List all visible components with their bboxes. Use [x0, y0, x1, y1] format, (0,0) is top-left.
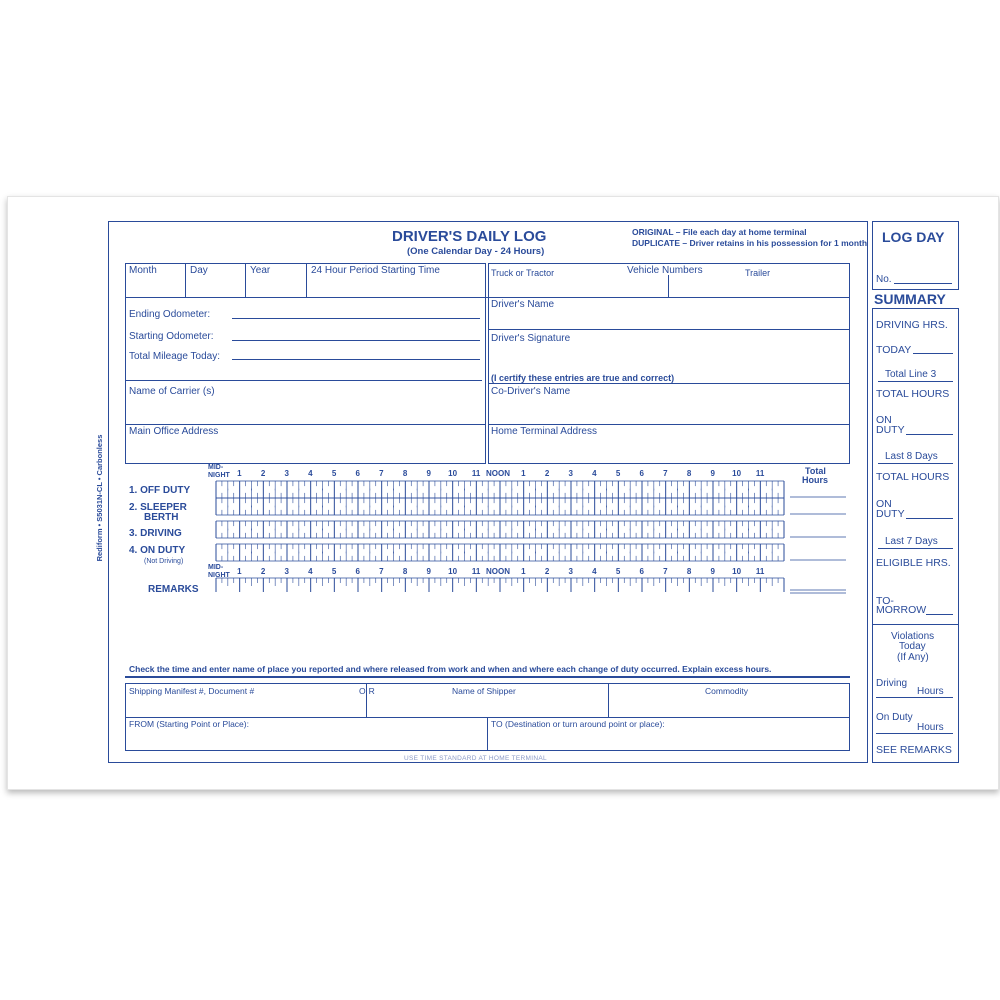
midnight-text-b: NIGHT [208, 472, 230, 479]
drivers-name-label: Driver's Name [491, 299, 555, 310]
midnight-text-d: NIGHT [208, 572, 230, 579]
hour-label-bottom: 9 [710, 567, 715, 576]
summary-driving-line[interactable] [876, 697, 953, 698]
summary-eligible: ELIGIBLE HRS. [876, 557, 951, 569]
summary-tomorrow-line[interactable] [926, 614, 953, 615]
divider [878, 381, 953, 382]
summary-last8: Last 8 Days [885, 451, 938, 462]
row-on-duty-label: 4. ON DUTY [129, 545, 186, 556]
shipper-label: Name of Shipper [452, 686, 516, 696]
hour-label-top: 8 [402, 469, 408, 478]
hour-label-top: 7 [663, 469, 668, 478]
hour-label-top: 2 [544, 469, 550, 478]
form-side-label: Rediform • S5031N-CL • Carbonless [95, 434, 104, 562]
month-label: Month [129, 265, 157, 276]
drivers-signature-label: Driver's Signature [491, 333, 571, 344]
log-day-no-label: No. [876, 274, 892, 285]
hour-label-bottom: 8 [686, 567, 692, 576]
hour-label-top: 11 [471, 469, 481, 478]
hour-label-bottom: 11 [755, 567, 765, 576]
hour-label-top: 7 [379, 469, 384, 478]
summary-hours-b: Hours [917, 722, 944, 733]
row-sleeper-label: 2. SLEEPER [129, 502, 187, 513]
summary-to: TO- [876, 595, 894, 607]
midnight-text-a: MID- [208, 464, 224, 471]
summary-violations-2: Today [899, 641, 926, 652]
summary-today: TODAY [876, 344, 912, 356]
hour-label-bottom: 3 [284, 567, 289, 576]
row-not-driving-label: (Not Driving) [144, 558, 184, 565]
period-label: 24 Hour Period Starting Time [311, 265, 440, 276]
hour-label-bottom: 8 [402, 567, 408, 576]
hour-label-top: 2 [260, 469, 266, 478]
hour-label-bottom: 4 [308, 567, 313, 576]
divider [878, 463, 953, 464]
hour-label-top: 4 [592, 469, 597, 478]
summary-duty-1-line[interactable] [906, 434, 953, 435]
certify-note: (I certify these entries are true and correct) [491, 373, 675, 383]
divider [608, 683, 609, 717]
summary-hours-a: Hours [917, 686, 944, 697]
duplicate-note: DUPLICATE – Driver retains in his possession for 1 month [632, 238, 868, 248]
remarks-label: REMARKS [148, 584, 199, 595]
noon-label-bottom: NOON [486, 567, 510, 576]
summary-last7: Last 7 Days [885, 536, 938, 547]
row-sleeper-label-2: BERTH [144, 512, 179, 523]
or-label: OR [359, 686, 378, 696]
summary-driving: Driving [876, 678, 908, 689]
hour-label-bottom: 2 [260, 567, 266, 576]
total-hours-header-1: Total [805, 466, 826, 476]
hour-label-bottom: 1 [521, 567, 526, 576]
hour-label-bottom: 11 [471, 567, 481, 576]
trailer-label: Trailer [745, 268, 771, 278]
total-mileage-label: Total Mileage Today: [129, 351, 220, 362]
hour-label-top: 11 [755, 469, 765, 478]
summary-on-duty: On Duty [876, 712, 913, 723]
year-label: Year [250, 265, 271, 276]
summary-total-hours-2: TOTAL HOURS [876, 471, 950, 483]
hour-label-bottom: 2 [544, 567, 550, 576]
hour-label-bottom: 4 [592, 567, 597, 576]
from-label: FROM (Starting Point or Place): [129, 719, 249, 729]
truck-label: Truck or Tractor [491, 268, 555, 278]
carrier-label: Name of Carrier (s) [129, 386, 215, 397]
home-terminal-label: Home Terminal Address [491, 426, 597, 437]
hour-label-top: 9 [710, 469, 715, 478]
summary-duty-2: DUTY [876, 508, 905, 520]
total-hours-header-2: Hours [802, 475, 829, 485]
hour-label-top: 6 [639, 469, 644, 478]
main-office-label: Main Office Address [129, 426, 219, 437]
original-note: ORIGINAL – File each day at home terminal [632, 227, 807, 237]
hour-label-top: 9 [426, 469, 431, 478]
summary-morrow: MORROW [876, 604, 927, 616]
manifest-label: Shipping Manifest #, Document # [129, 686, 255, 696]
hour-label-top: 4 [308, 469, 313, 478]
summary-on-duty-line[interactable] [876, 733, 953, 734]
summary-total-line3: Total Line 3 [885, 369, 937, 380]
summary-violations-3: (If Any) [897, 652, 929, 663]
commodity-label: Commodity [705, 686, 748, 696]
page-title: DRIVER'S DAILY LOG [392, 228, 547, 245]
hour-label-top: 10 [448, 469, 458, 478]
page-subtitle: (One Calendar Day - 24 Hours) [407, 246, 545, 257]
divider [872, 624, 959, 625]
footer-note: USE TIME STANDARD AT HOME TERMINAL [404, 755, 547, 762]
summary-duty-2-line[interactable] [906, 518, 953, 519]
hour-label-top: 10 [732, 469, 742, 478]
hour-label-bottom: 5 [615, 567, 621, 576]
row-off-duty-label: 1. OFF DUTY [129, 485, 191, 496]
summary-today-line[interactable] [913, 353, 953, 354]
divider [878, 548, 953, 549]
hour-label-bottom: 3 [568, 567, 573, 576]
summary-violations-1: Violations [891, 631, 935, 642]
midnight-text-c: MID- [208, 564, 224, 571]
to-label: TO (Destination or turn around point or place): [491, 719, 665, 729]
summary-on-1: ON [876, 414, 892, 426]
log-day-title: LOG DAY [882, 229, 945, 245]
divider [487, 717, 488, 751]
log-day-no-line[interactable] [894, 283, 952, 284]
hour-label-bottom: 10 [448, 567, 458, 576]
summary-total-hours-1: TOTAL HOURS [876, 388, 950, 400]
summary-see-remarks: SEE REMARKS [876, 744, 952, 756]
summary-on-2: ON [876, 498, 892, 510]
hour-label-bottom: 7 [379, 567, 384, 576]
hour-label-bottom: 6 [639, 567, 644, 576]
summary-title: SUMMARY [874, 291, 946, 307]
ending-odometer-label: Ending Odometer: [129, 309, 211, 320]
hour-label-top: 5 [331, 469, 337, 478]
hour-label-top: 1 [521, 469, 526, 478]
hour-label-top: 3 [284, 469, 289, 478]
hour-label-bottom: 5 [331, 567, 337, 576]
hour-label-top: 1 [237, 469, 242, 478]
hour-label-bottom: 6 [355, 567, 360, 576]
hour-label-top: 8 [686, 469, 692, 478]
summary-driving-hrs: DRIVING HRS. [876, 319, 948, 331]
co-driver-label: Co-Driver's Name [491, 386, 571, 397]
vehicle-numbers-label: Vehicle Numbers [627, 265, 703, 276]
instructions-text: Check the time and enter name of place you reported and where released from work and when and where each change of duty occurred. Explain excess hours. [129, 664, 772, 674]
day-label: Day [190, 265, 208, 276]
hour-label-bottom: 7 [663, 567, 668, 576]
hour-label-bottom: 1 [237, 567, 242, 576]
starting-odometer-label: Starting Odometer: [129, 331, 214, 342]
hour-label-bottom: 9 [426, 567, 431, 576]
hour-label-top: 3 [568, 469, 573, 478]
noon-label-top: NOON [486, 469, 510, 478]
hour-label-bottom: 10 [732, 567, 742, 576]
instructions-underline [125, 676, 850, 678]
hour-label-top: 5 [615, 469, 621, 478]
row-driving-label: 3. DRIVING [129, 528, 182, 539]
summary-duty-1: DUTY [876, 424, 905, 436]
hour-label-top: 6 [355, 469, 360, 478]
